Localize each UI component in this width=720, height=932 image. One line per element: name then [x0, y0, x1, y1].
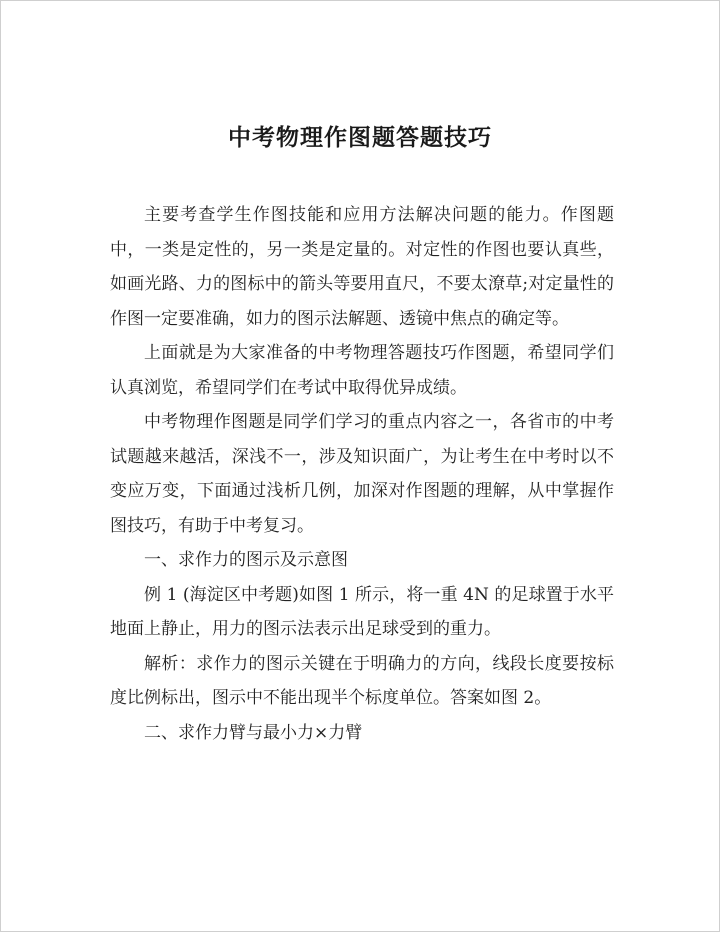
paragraph-intro: 主要考查学生作图技能和应用方法解决问题的能力。作图题中，一类是定性的，另一类是定量的。对定性的作图也要认真些，如画光路、力的图标中的箭头等要用直尺，不要太潦草;对定量性的作图一定要准确，如力的图示法解题、透镜中焦点的确定等。 [110, 205, 614, 329]
document-title: 中考物理作图题答题技巧 [228, 125, 492, 151]
document-body [110, 198, 614, 750]
section-heading-force-diagram: 一、求作力的图示及示意图 [144, 550, 348, 570]
paragraph-overview: 中考物理作图题是同学们学习的重点内容之一，各省市的中考试题越来越活，深浅不一，涉及知识面广，为让考生在中考时以不变应万变，下面通过浅析几例，加深对作图题的理解，从中掌握作图技巧，有助于中考复习。 [110, 412, 614, 536]
paragraph-example-1: 例 1 (海淀区中考题)如图 1 所示，将一重 4N 的足球置于水平地面上静止，用力的图示法表示出足球受到的重力。 [110, 584, 614, 639]
paragraph-summary: 上面就是为大家准备的中考物理答题技巧作图题，希望同学们认真浏览，希望同学们在考试中取得优异成绩。 [110, 343, 614, 398]
paragraph-analysis: 解析：求作力的图示关键在于明确力的方向，线段长度要按标度比例标出，图示中不能出现半个标度单位。答案如图 2。 [110, 653, 614, 708]
section-heading-force-arm: 二、求作力臂与最小力×力臂 [144, 722, 363, 743]
